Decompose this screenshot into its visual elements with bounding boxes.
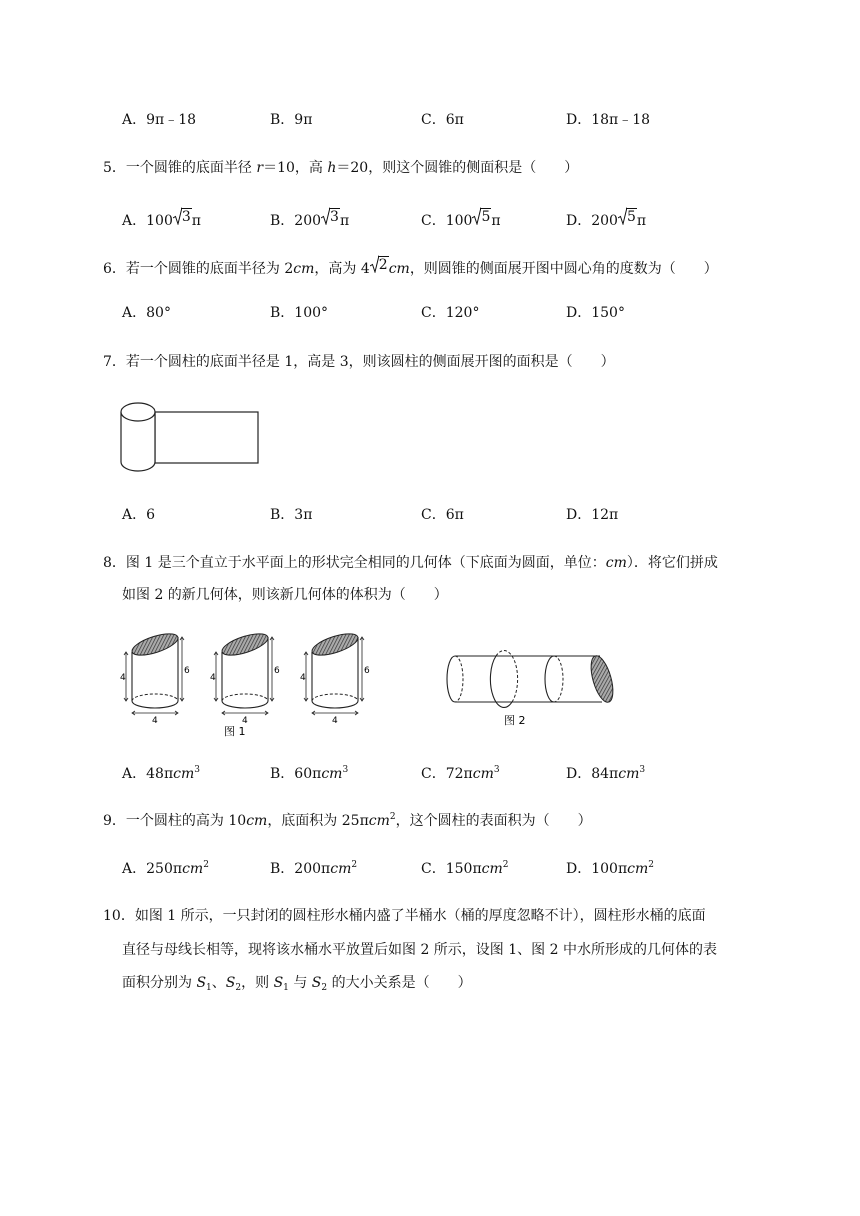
q5-option-d: D．200 5 π (566, 209, 647, 229)
q4-option-d: D．18π﹣18 (566, 112, 651, 128)
q4-option-b: B．9π (270, 112, 313, 128)
q10-stem-line2: 直径与母线长相等，现将该水桶水平放置后如图 2 所示，设图 1、图 2 中水所形成的几何体的表 (122, 942, 717, 958)
q5-option-b: B．200 3 π (270, 209, 350, 229)
svg-text:6: 6 (184, 666, 190, 676)
truncated-cylinder-2 (210, 633, 280, 738)
q6-option-d: D．150° (566, 305, 625, 321)
sqrt-symbol: 5 (472, 207, 491, 225)
q4-option-c: C．6π (421, 112, 464, 128)
q9-option-b: B．200πcm$^2$ (270, 860, 358, 877)
svg-text:4: 4 (210, 673, 216, 683)
q9-stem: 9．一个圆柱的高为 10cm，底面积为 25πcm$^2$，这个圆柱的表面积为（ ） (103, 812, 592, 829)
q9-option-a: A．250πcm$^2$ (122, 860, 209, 877)
svg-text:图 2: 图 2 (504, 714, 526, 727)
q7-stem: 7．若一个圆柱的底面半径是 1，高是 3，则该圆柱的侧面展开图的面积是（ ） (103, 354, 615, 370)
q8-option-d: D．84πcm$^3$ (566, 765, 646, 782)
svg-text:4: 4 (120, 673, 126, 683)
q5-option-a: A．100 3 π (122, 209, 201, 229)
q8-option-b: B．60πcm$^3$ (270, 765, 349, 782)
sqrt-symbol: 3 (173, 207, 192, 225)
q9-option-d: D．100πcm$^2$ (566, 860, 655, 877)
q6-stem: 6．若一个圆锥的底面半径为 2cm，高为 4 2 cm，则圆锥的侧面展开图中圆心角的度数为（ ） (103, 257, 718, 277)
q8-figure-2 (440, 648, 620, 732)
q6-option-c: C．120° (421, 305, 480, 321)
q8-option-a: A．48πcm$^3$ (122, 765, 200, 782)
truncated-cylinder-3 (300, 633, 370, 726)
q6-option-b: B．100° (270, 305, 329, 321)
svg-text:4: 4 (242, 716, 248, 726)
q7-cylinder-net-figure (118, 400, 264, 474)
q7-option-d: D．12π (566, 507, 619, 523)
q4-option-a: A．9π﹣18 (122, 112, 197, 128)
q5-option-c: C．100 5 π (421, 209, 501, 229)
svg-text:4: 4 (332, 716, 338, 726)
svg-text:6: 6 (274, 666, 280, 676)
svg-text:4: 4 (300, 673, 306, 683)
truncated-cylinder-1 (120, 633, 190, 726)
q8-option-c: C．72πcm$^3$ (421, 765, 500, 782)
q8-stem-line2: 如图 2 的新几何体，则该新几何体的体积为（ ） (122, 587, 448, 603)
q5-stem: 5．一个圆锥的底面半径 r＝10，高 h＝20，则这个圆锥的侧面积是（ ） (103, 160, 579, 176)
q7-option-c: C．6π (421, 507, 464, 523)
q7-option-a: A．6 (122, 507, 156, 523)
sqrt-symbol: 5 (618, 207, 637, 225)
q9-option-c: C．150πcm$^2$ (421, 860, 509, 877)
q6-option-a: A．80° (122, 305, 171, 321)
q8-stem-line1: 8．图 1 是三个直立于水平面上的形状完全相同的几何体（下底面为圆面，单位：cm）．将它们拼成 (103, 555, 718, 571)
q10-stem-line3: 面积分别为 $S_1$、$S_2$，则 $S_1$ 与 $S_2$ 的大小关系是（ ） (122, 975, 472, 993)
svg-text:图 1: 图 1 (224, 725, 246, 738)
sqrt-symbol: 2 (370, 255, 389, 273)
svg-text:6: 6 (364, 666, 370, 676)
q8-figure-1 (120, 633, 380, 739)
q10-stem-line1: 10．如图 1 所示，一只封闭的圆柱形水桶内盛了半桶水（桶的厚度忽略不计），圆柱形水桶的底面 (103, 908, 706, 924)
svg-text:4: 4 (152, 716, 158, 726)
q7-option-b: B．3π (270, 507, 313, 523)
sqrt-symbol: 3 (321, 207, 340, 225)
